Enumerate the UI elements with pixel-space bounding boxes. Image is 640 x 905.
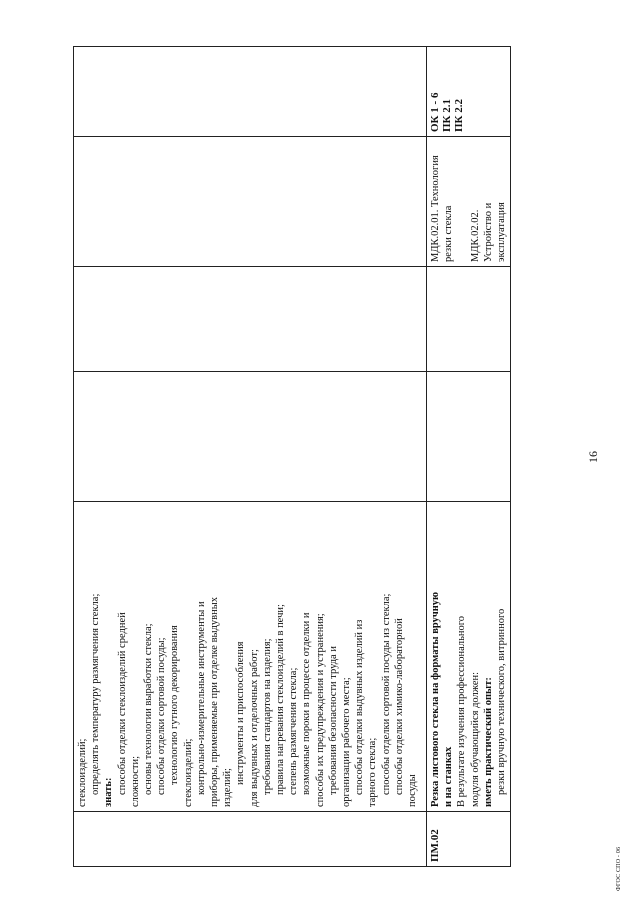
text-line: требования стандартов на изделия; (261, 638, 273, 795)
competency-cell (74, 47, 427, 137)
mdk-cell (74, 137, 427, 267)
text-line: способы отделки сортовой посуды из стекла; (380, 593, 392, 795)
text-line: тарного стекла; (367, 737, 379, 807)
text-line: стеклоизделий; (77, 738, 88, 807)
text-line: резки вручную технического, витринного (496, 608, 508, 795)
mdk-line: МДК.02.02. (469, 209, 481, 262)
text-line: организации рабочего места; (341, 677, 353, 807)
table-row (74, 47, 427, 867)
text-line: технологию гутного декорирования (169, 625, 181, 785)
text-line: В результате изучения профессионального (456, 615, 468, 807)
mdk-line: МДК.02.01. Технология (430, 155, 441, 262)
hours-cell (74, 372, 427, 502)
text-line: модуля обучающийся должен: (469, 671, 481, 807)
table-row (427, 47, 511, 867)
text-line: посуды (407, 774, 419, 807)
text-line: определять температуру размягчения стекла; (90, 593, 102, 795)
module-code: ПМ.02 (429, 829, 441, 862)
text-line: возможные пороки в процессе отделки и (301, 612, 313, 795)
text-line: изделий; (222, 768, 234, 807)
text-line: сложности; (129, 755, 141, 807)
text-line: требования безопасности труда и (327, 646, 339, 795)
module-description-cell (427, 502, 511, 812)
text-line: иметь практический опыт: (482, 677, 494, 807)
competency-code: ПК 2.1 (441, 98, 453, 132)
text-line: для выдувных и отделочных работ; (248, 649, 260, 807)
competency-code: ПК 2.2 (453, 98, 465, 132)
text-line: стеклоизделий; (182, 738, 194, 807)
mdk-line: Устройство и (482, 202, 494, 262)
mdk-cell (427, 137, 511, 267)
footer-label: ФГОС СПО - 06 (616, 846, 622, 891)
hours-cell (74, 267, 427, 372)
text-line: способы отделки выдувных изделий из (354, 619, 366, 795)
text-line: инструменты и приспособления (235, 641, 247, 785)
competency-table (73, 46, 511, 867)
skills-cell (74, 502, 427, 812)
text-line: Резка листового стекла на форматы вручную (430, 591, 441, 807)
module-code-cell (427, 812, 511, 867)
page-number: 16 (586, 451, 600, 463)
mdk-line: резки стекла (443, 205, 455, 262)
text-line: способы отделки сортовой посуды; (156, 637, 168, 795)
competency-cell (427, 47, 511, 137)
mdk-line: эксплуатация (496, 202, 508, 262)
text-line: и на станках (443, 746, 455, 807)
hours-cell (427, 372, 511, 502)
code-cell (74, 812, 427, 867)
text-line: контрольно-измерительные инструменты и (195, 601, 207, 795)
text-line: знать: (103, 777, 115, 807)
hours-cell (427, 267, 511, 372)
text-line: способы отделки химико-лабораторной (393, 618, 405, 795)
text-line: правила нагревания стеклоизделий в печи; (275, 604, 287, 795)
text-line: основы технологии выработки стекла; (143, 623, 155, 795)
text-line: приборы, применяемые при отделке выдувных (209, 596, 221, 807)
text-line: способы отделки стеклоизделий средней (116, 612, 128, 795)
competency-code: ОК 1 - 6 (429, 92, 441, 132)
text-line: способы их предупреждения и устранения; (314, 613, 326, 807)
text-line: степень размягчения стекла; (288, 667, 300, 795)
mdk-line (455, 141, 468, 262)
